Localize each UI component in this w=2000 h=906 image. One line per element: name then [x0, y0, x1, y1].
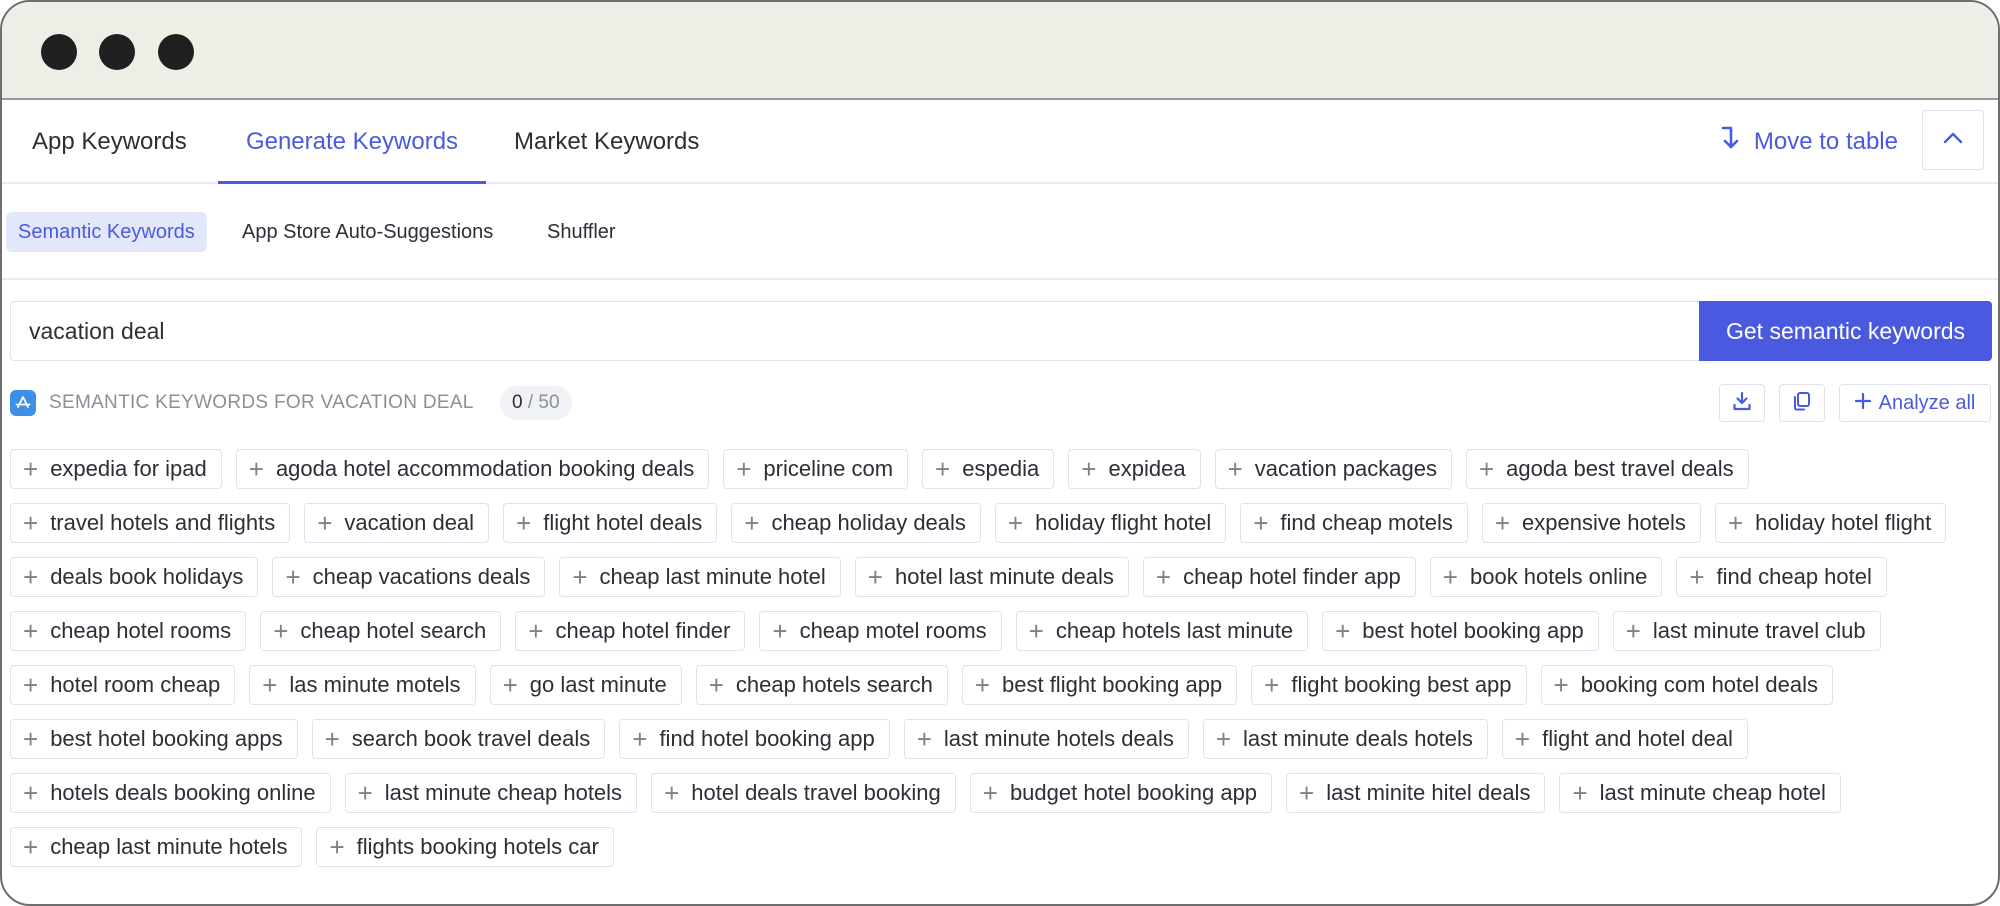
keyword-chip-label: flight booking best app — [1291, 672, 1512, 697]
app-store-icon — [10, 390, 36, 416]
keyword-chip-label: last minute cheap hotels — [384, 780, 623, 805]
plus-icon: + — [516, 508, 532, 538]
keyword-chip[interactable] — [1203, 719, 1488, 759]
plus-icon: + — [528, 616, 544, 646]
keyword-chip[interactable] — [260, 611, 501, 651]
keyword-chip[interactable] — [731, 503, 981, 543]
keyword-chip-label: expensive hotels — [1522, 510, 1686, 535]
keyword-chip[interactable] — [345, 773, 637, 813]
keyword-chip[interactable] — [1251, 665, 1526, 705]
plus-icon: + — [708, 670, 724, 700]
keyword-chip[interactable] — [10, 503, 290, 543]
keyword-chip[interactable] — [1482, 503, 1701, 543]
window-minimize-dot[interactable] — [99, 34, 135, 70]
keyword-chip[interactable] — [304, 503, 489, 543]
plus-icon: + — [916, 724, 932, 754]
plus-icon: + — [935, 454, 951, 484]
keyword-chip[interactable] — [559, 557, 840, 597]
keyword-chip-label: last minute travel club — [1652, 618, 1866, 643]
plus-icon: + — [1007, 508, 1024, 538]
keyword-chip[interactable] — [249, 665, 475, 705]
subtab-app-store-auto-suggestions[interactable]: App Store Auto-Suggestions — [242, 221, 494, 243]
keyword-chip-label: priceline com — [763, 456, 894, 481]
plus-icon: + — [23, 562, 39, 592]
plus-icon: + — [262, 670, 278, 700]
keyword-chip-label: cheap motel rooms — [799, 618, 987, 643]
keyword-chip-label: travel hotels and flights — [50, 510, 276, 535]
keyword-search-row — [10, 301, 1992, 361]
keyword-chip[interactable] — [10, 773, 331, 813]
keyword-chip-label: agoda hotel accommodation booking deals — [275, 456, 695, 481]
keyword-chip-label: holiday hotel flight — [1755, 510, 1932, 535]
plus-icon: + — [23, 508, 39, 538]
keyword-chip[interactable] — [1240, 503, 1468, 543]
plus-icon: + — [982, 778, 998, 808]
keyword-chip[interactable] — [995, 503, 1226, 543]
keyword-chip[interactable] — [962, 665, 1237, 705]
plus-icon: + — [23, 670, 39, 700]
keyword-chip[interactable] — [651, 773, 956, 813]
keyword-chip-label: find cheap motels — [1280, 510, 1453, 535]
keyword-chip[interactable] — [10, 611, 246, 651]
keyword-chip-label: flights booking hotels car — [356, 834, 599, 859]
plus-icon: + — [1227, 454, 1243, 484]
plus-icon: + — [23, 724, 39, 754]
results-title: SEMANTIC KEYWORDS FOR VACATION DEAL — [49, 392, 474, 413]
keyword-chip-label: espedia — [962, 456, 1040, 481]
keyword-chip[interactable] — [855, 557, 1129, 597]
keyword-chip-label: search book travel deals — [351, 726, 591, 751]
subtab-semantic-keywords[interactable]: Semantic Keywords — [6, 212, 207, 252]
plus-icon: + — [1514, 724, 1531, 754]
selected-count-badge — [500, 386, 572, 420]
keyword-chip-label: cheap hotels last minute — [1055, 618, 1294, 643]
keyword-chip-label: cheap hotel search — [300, 618, 487, 643]
plus-icon: + — [324, 724, 340, 754]
keyword-chip[interactable] — [272, 557, 545, 597]
tab-app-keywords[interactable]: App Keywords — [32, 128, 187, 155]
keyword-chip[interactable] — [490, 665, 682, 705]
keyword-chip[interactable] — [696, 665, 948, 705]
download-icon — [1731, 390, 1753, 417]
keyword-chip[interactable] — [1215, 449, 1452, 489]
plus-icon: + — [1253, 508, 1269, 538]
keyword-chip-label: hotel deals travel booking — [691, 780, 941, 805]
plus-icon: + — [248, 454, 264, 484]
plus-icon: + — [502, 670, 518, 700]
keyword-chip-list — [10, 449, 1994, 867]
plus-icon: + — [1572, 778, 1588, 808]
plus-icon: + — [329, 832, 345, 862]
plus-icon: + — [974, 670, 990, 700]
keyword-chip-label: holiday flight hotel — [1035, 510, 1212, 535]
keyword-chip[interactable] — [1143, 557, 1416, 597]
keyword-chip-label: cheap hotel rooms — [50, 618, 232, 643]
plus-icon — [1855, 392, 1871, 415]
subtab-shuffler[interactable]: Shuffler — [547, 221, 616, 243]
keyword-chip-label: last minite hitel deals — [1326, 780, 1531, 805]
plus-icon: + — [1299, 778, 1315, 808]
plus-icon: + — [772, 616, 788, 646]
keyword-chip-label: vacation deal — [344, 510, 475, 535]
total-count: / 50 — [527, 392, 560, 413]
keyword-chip[interactable] — [1016, 611, 1308, 651]
keyword-chip-label: last minute hotels deals — [943, 726, 1174, 751]
analyze-all-label: Analyze all — [1878, 391, 1976, 414]
plus-icon: + — [632, 724, 648, 754]
keyword-chip-label: best flight booking app — [1002, 672, 1223, 697]
plus-icon: + — [1155, 562, 1172, 592]
keyword-chip[interactable] — [1502, 719, 1748, 759]
download-button[interactable] — [1719, 384, 1765, 422]
plus-icon: + — [23, 832, 39, 862]
keyword-chip[interactable] — [970, 773, 1272, 813]
keyword-chip[interactable] — [316, 827, 613, 867]
keyword-chip-label: cheap last minute hotels — [50, 834, 288, 859]
keyword-chip[interactable] — [1541, 665, 1833, 705]
plus-icon: + — [1442, 562, 1458, 592]
plus-icon: + — [1478, 454, 1495, 484]
plus-icon: + — [1028, 616, 1044, 646]
keyword-chip[interactable] — [904, 719, 1189, 759]
copy-icon — [1791, 390, 1813, 417]
keyword-chip-label: flight and hotel deal — [1542, 726, 1733, 751]
keyword-chip-label: las minute motels — [289, 672, 461, 697]
plus-icon: + — [1081, 454, 1097, 484]
selected-count: 0 — [512, 392, 523, 413]
keyword-chip-label: expidea — [1108, 456, 1186, 481]
keyword-chip-label: cheap hotel finder — [555, 618, 731, 643]
plus-icon: + — [285, 562, 301, 592]
keyword-chip[interactable] — [503, 503, 717, 543]
keyword-chip-label: booking com hotel deals — [1580, 672, 1818, 697]
plus-icon: + — [1625, 616, 1641, 646]
collapse-button[interactable] — [1922, 110, 1984, 170]
keyword-chip[interactable] — [10, 827, 302, 867]
keyword-chip[interactable] — [515, 611, 745, 651]
keyword-chip-label: budget hotel booking app — [1009, 780, 1258, 805]
tab-generate-keywords[interactable]: Generate Keywords — [218, 100, 486, 184]
keyword-chip-label: hotel room cheap — [50, 672, 221, 697]
plus-icon: + — [736, 454, 752, 484]
analyze-all-button[interactable] — [1839, 384, 1991, 422]
keyword-chip-label: hotels deals booking online — [50, 780, 316, 805]
keyword-chip[interactable] — [236, 449, 709, 489]
keyword-chip[interactable] — [312, 719, 606, 759]
keyword-chip-label: cheap holiday deals — [771, 510, 966, 535]
keyword-chip[interactable] — [10, 557, 258, 597]
sub-tabs — [2, 184, 1998, 280]
window-close-dot[interactable] — [41, 34, 77, 70]
keyword-chip-label: last minute deals hotels — [1243, 726, 1473, 751]
window-titlebar — [2, 2, 1998, 100]
keyword-chip-label: best hotel booking apps — [50, 726, 283, 751]
plus-icon: + — [23, 616, 39, 646]
keyword-chip[interactable] — [1322, 611, 1599, 651]
keyword-chip-label: vacation packages — [1254, 456, 1437, 481]
keyword-chip-label: cheap vacations deals — [312, 564, 531, 589]
window-maximize-dot[interactable] — [158, 34, 194, 70]
keyword-chip-label: book hotels online — [1469, 564, 1648, 589]
keyword-chip[interactable] — [1286, 773, 1545, 813]
keyword-chip[interactable] — [922, 449, 1054, 489]
plus-icon: + — [23, 454, 39, 484]
keyword-chip[interactable] — [619, 719, 889, 759]
plus-icon: + — [1553, 670, 1569, 700]
keyword-chip-label: expedia for ipad — [50, 456, 207, 481]
keyword-chip-label: find hotel booking app — [659, 726, 875, 751]
plus-icon: + — [1335, 616, 1351, 646]
keyword-chip-label: last minute cheap hotel — [1599, 780, 1826, 805]
keyword-chip-label: cheap hotels search — [735, 672, 933, 697]
keyword-chip[interactable] — [759, 611, 1001, 651]
plus-icon: + — [1494, 508, 1511, 538]
chevron-up-icon — [1943, 131, 1963, 149]
keyword-chip[interactable] — [1613, 611, 1881, 651]
plus-icon: + — [664, 778, 680, 808]
copy-button[interactable] — [1779, 384, 1825, 422]
plus-icon: + — [317, 508, 333, 538]
keyword-chip-label: flight hotel deals — [543, 510, 703, 535]
keyword-chip-label: deals book holidays — [50, 564, 244, 589]
plus-icon: + — [23, 778, 39, 808]
keyword-chip[interactable] — [723, 449, 908, 489]
keyword-chip[interactable] — [1559, 773, 1840, 813]
keyword-chip[interactable] — [1715, 503, 1946, 543]
arrow-down-turn-icon — [1720, 100, 1740, 184]
keyword-chip[interactable] — [1676, 557, 1887, 597]
keyword-chip-label: go last minute — [529, 672, 667, 697]
keyword-chip-label: hotel last minute deals — [894, 564, 1114, 589]
plus-icon: + — [273, 616, 289, 646]
move-to-table-label: Move to table — [1753, 128, 1898, 155]
plus-icon: + — [1264, 670, 1280, 700]
move-to-table-button[interactable] — [1720, 100, 1898, 184]
keyword-chip[interactable] — [10, 449, 222, 489]
plus-icon: + — [357, 778, 373, 808]
keyword-search-input[interactable] — [10, 301, 1700, 361]
keyword-chip-label: cheap hotel finder app — [1183, 564, 1401, 589]
keyword-chip-label: agoda best travel deals — [1506, 456, 1734, 481]
plus-icon: + — [867, 562, 883, 592]
keyword-chip[interactable] — [10, 719, 298, 759]
plus-icon: + — [744, 508, 760, 538]
plus-icon: + — [1727, 508, 1744, 538]
get-semantic-keywords-button[interactable]: Get semantic keywords — [1699, 301, 1992, 361]
main-tabs — [2, 100, 1998, 184]
results-header — [2, 384, 2000, 422]
keyword-chip[interactable] — [1068, 449, 1200, 489]
keyword-chip-label: cheap last minute hotel — [599, 564, 826, 589]
keyword-chip-label: best hotel booking app — [1362, 618, 1584, 643]
plus-icon: + — [1215, 724, 1232, 754]
keyword-chip[interactable] — [10, 665, 235, 705]
keyword-chip-label: find cheap hotel — [1716, 564, 1872, 589]
keyword-chip[interactable] — [1430, 557, 1663, 597]
keyword-chip[interactable] — [1466, 449, 1749, 489]
plus-icon: + — [572, 562, 588, 592]
plus-icon: + — [1689, 562, 1705, 592]
tab-market-keywords[interactable]: Market Keywords — [514, 128, 700, 155]
